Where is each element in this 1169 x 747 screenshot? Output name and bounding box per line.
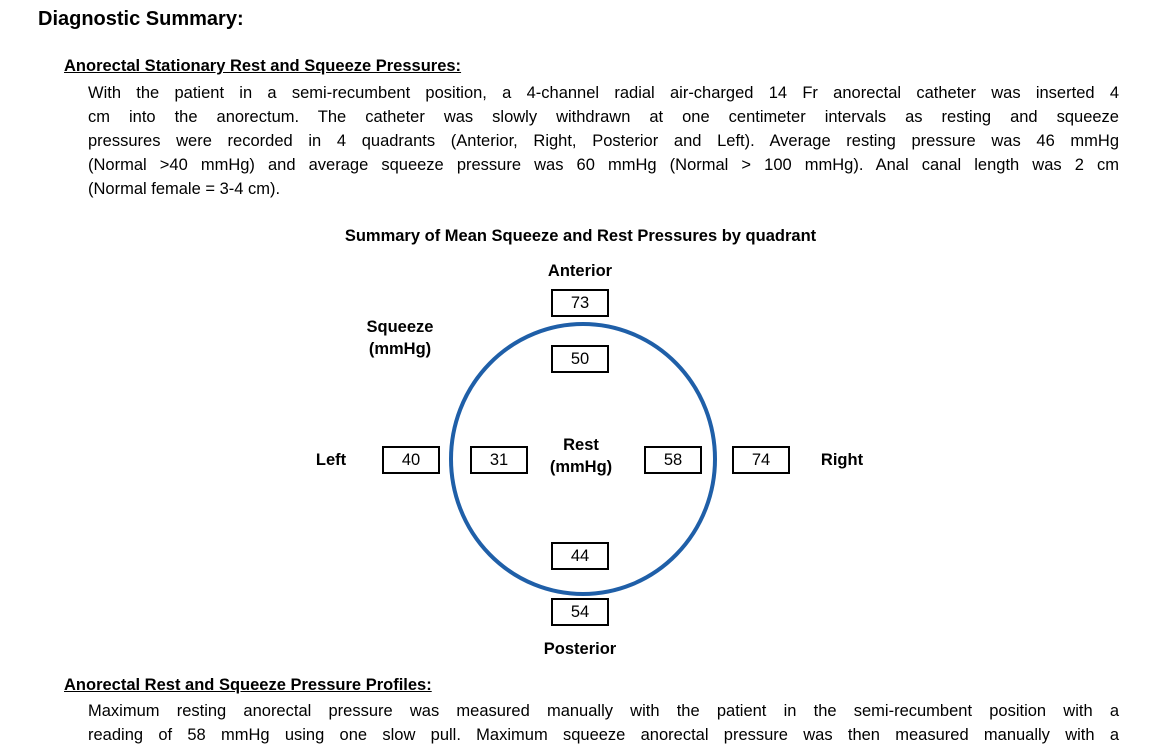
figure-title: Summary of Mean Squeeze and Rest Pressures by quadrant [344, 227, 817, 245]
paragraph-line: With the patient in a semi-recumbent position, a 4-channel radial air-charged 14 Fr anorectal catheter was inserted 4 [88, 84, 1119, 102]
anterior-rest-value: 50 [551, 345, 609, 373]
section-paragraph-pressure-profiles [88, 699, 1119, 747]
squeeze-label-line1: Squeeze [366, 318, 434, 336]
squeeze-legend-label [350, 316, 450, 360]
squeeze-label-line2: (mmHg) [368, 340, 432, 358]
rest-label-line1: Rest [563, 436, 599, 454]
left-squeeze-value: 40 [382, 446, 440, 474]
left-rest-value: 31 [470, 446, 528, 474]
paragraph-line: (Normal female = 3-4 cm). [88, 180, 281, 198]
right-squeeze-value: 74 [732, 446, 790, 474]
rest-legend-label [531, 434, 631, 478]
rest-label-line2: (mmHg) [549, 458, 613, 476]
quadrant-label-right: Right [820, 451, 864, 469]
paragraph-line: pressures were recorded in 4 quadrants (Anterior, Right, Posterior and Left). Average resting pressure was 46 mmHg [88, 132, 1119, 150]
section-heading-stationary-pressures: Anorectal Stationary Rest and Squeeze Pressures: [64, 57, 462, 75]
paragraph-line: Maximum resting anorectal pressure was measured manually with the patient in the semi-recumbent position with a [88, 702, 1119, 720]
quadrant-label-posterior: Posterior [543, 640, 617, 658]
posterior-squeeze-value: 54 [551, 598, 609, 626]
section-heading-pressure-profiles: Anorectal Rest and Squeeze Pressure Profiles: [64, 676, 432, 694]
anterior-squeeze-value: 73 [551, 289, 609, 317]
paragraph-line: cm into the anorectum. The catheter was slowly withdrawn at one centimeter intervals as resting and squeeze [88, 108, 1119, 126]
right-rest-value: 58 [644, 446, 702, 474]
page-title: Diagnostic Summary: [38, 8, 244, 30]
paragraph-line: (Normal >40 mmHg) and average squeeze pressure was 60 mmHg (Normal > 100 mmHg). Anal canal length was 2 cm [88, 156, 1119, 174]
quadrant-label-left: Left [315, 451, 347, 469]
quadrant-label-anterior: Anterior [547, 262, 613, 280]
paragraph-line: reading of 58 mmHg using one slow pull. Maximum squeeze anorectal pressure was then measured manually with a [88, 726, 1119, 744]
posterior-rest-value: 44 [551, 542, 609, 570]
